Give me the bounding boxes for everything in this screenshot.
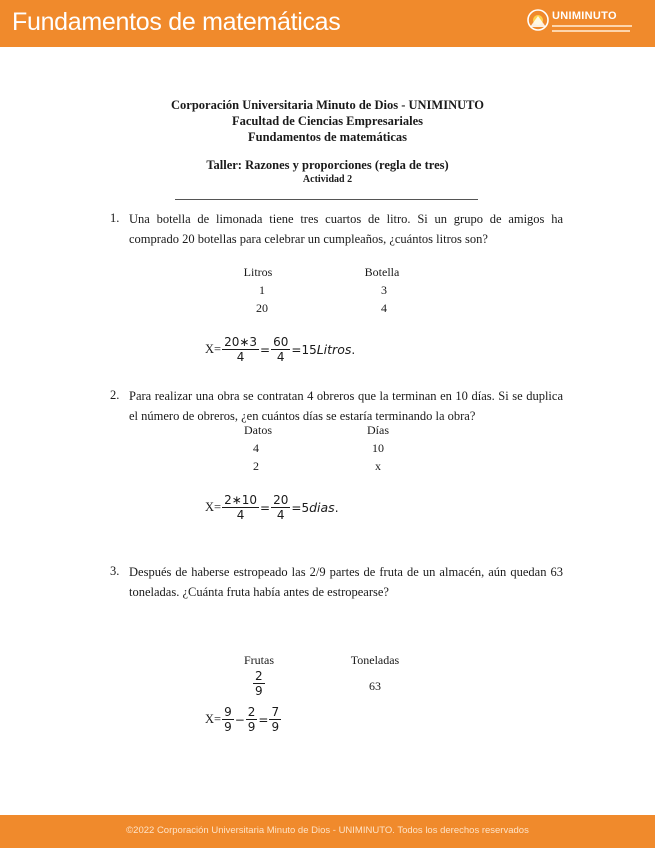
- fraction: [269, 705, 281, 734]
- equals-sign: =: [260, 500, 271, 515]
- fraction: [222, 493, 259, 522]
- logo-tagline-line: [552, 25, 632, 27]
- problem-3-text: Después de haberse estropeado las 2/9 partes de fruta de un almacén, aún quedan 63 toneladas. ¿Cuánta fruta había antes de estropearse?: [129, 565, 563, 599]
- uniminuto-logo: [526, 8, 634, 36]
- activity-label: Actividad 2: [302, 174, 353, 185]
- logo-wordmark: UNIMINUTO: [552, 10, 617, 22]
- problem-1-formula: [205, 335, 355, 364]
- table-cell: 63: [369, 679, 381, 693]
- formula-unit: Litros: [316, 342, 352, 357]
- numerator: 2: [247, 705, 256, 719]
- problem-number: 1.: [110, 211, 120, 225]
- minus-sign: −: [234, 712, 245, 727]
- problem-number: 3.: [110, 564, 120, 578]
- problem-1-text: Una botella de limonada tiene tres cuartos de litro. Si un grupo de amigos ha comprado 20 botellas para celebrar un cumpleaños, ¿cuántos litros son?: [129, 212, 563, 246]
- fraction: [222, 335, 259, 364]
- table-cell: 4: [253, 441, 259, 455]
- table-cell: 10: [372, 441, 384, 455]
- workshop-title: Taller: Razones y proporciones (regla de tres): [206, 158, 449, 172]
- numerator: 60: [273, 335, 289, 349]
- formula-unit: dias: [309, 500, 335, 515]
- fraction: [271, 493, 290, 522]
- problem-2-text: Para realizar una obra se contratan 4 obreros que la terminan en 10 días. Si se duplica el número de obreros, ¿en cuántos días se estaría terminando la obra?: [129, 389, 563, 423]
- table-header: Datos: [244, 423, 272, 437]
- formula-lhs: X=: [205, 342, 222, 356]
- denominator: 4: [236, 508, 245, 522]
- formula-result: =15: [291, 342, 317, 357]
- denominator: 4: [236, 350, 245, 364]
- course-name: Fundamentos de matemáticas: [247, 130, 407, 144]
- numerator: 7: [271, 705, 280, 719]
- copyright-text: ©2022 Corporación Universitaria Minuto de Dios - UNIMINUTO. Todos los derechos reservados: [126, 825, 529, 836]
- formula-lhs: X=: [205, 712, 222, 726]
- formula-result: =5: [291, 500, 310, 515]
- institution-name: Corporación Universitaria Minuto de Dios - UNIMINUTO: [171, 98, 484, 112]
- header-divider: [175, 199, 478, 200]
- header-banner: [0, 0, 655, 47]
- formula-end: .: [334, 500, 339, 515]
- table-cell: 2: [253, 459, 259, 473]
- footer-banner: [0, 815, 655, 848]
- table-cell: x: [375, 459, 381, 473]
- logo-tagline-line: [552, 30, 630, 32]
- table-header: Botella: [364, 265, 400, 279]
- numerator: 20: [273, 493, 289, 507]
- fraction: [246, 705, 258, 734]
- numerator: 2: [255, 669, 263, 683]
- denominator: 4: [276, 508, 285, 522]
- equals-sign: =: [260, 342, 271, 357]
- denominator: 9: [224, 720, 232, 734]
- formula-lhs: X=: [205, 500, 222, 514]
- faculty-name: Facultad de Ciencias Empresariales: [231, 114, 424, 128]
- table-cell: 20: [256, 301, 268, 315]
- denominator: 9: [255, 684, 263, 698]
- workshop-header: [0, 157, 655, 187]
- formula-end: .: [351, 342, 356, 357]
- numerator: 9: [224, 705, 232, 719]
- document-header: [0, 97, 655, 145]
- table-cell: 4: [381, 301, 387, 315]
- fraction: [222, 705, 234, 734]
- denominator: 4: [276, 350, 285, 364]
- problem-3-formula: [205, 705, 282, 734]
- table-cell-fraction: [252, 669, 266, 698]
- numerator: 2∗10: [224, 493, 258, 507]
- problem-2-formula: [205, 493, 339, 522]
- denominator: 9: [271, 720, 280, 734]
- problem-number: 2.: [110, 388, 120, 402]
- table-header: Litros: [243, 265, 273, 279]
- table-header: Días: [367, 423, 389, 437]
- numerator: 20∗3: [224, 335, 258, 349]
- table-cell: 3: [381, 283, 387, 297]
- table-header: Frutas: [244, 653, 274, 667]
- fraction: [271, 335, 290, 364]
- logo-emblem-icon: [526, 8, 550, 34]
- banner-title: Fundamentos de matemáticas: [12, 8, 341, 36]
- table-header: Toneladas: [350, 653, 400, 667]
- denominator: 9: [247, 720, 256, 734]
- equals-sign: =: [258, 712, 269, 727]
- fraction: [253, 669, 265, 698]
- table-cell: 1: [259, 283, 265, 297]
